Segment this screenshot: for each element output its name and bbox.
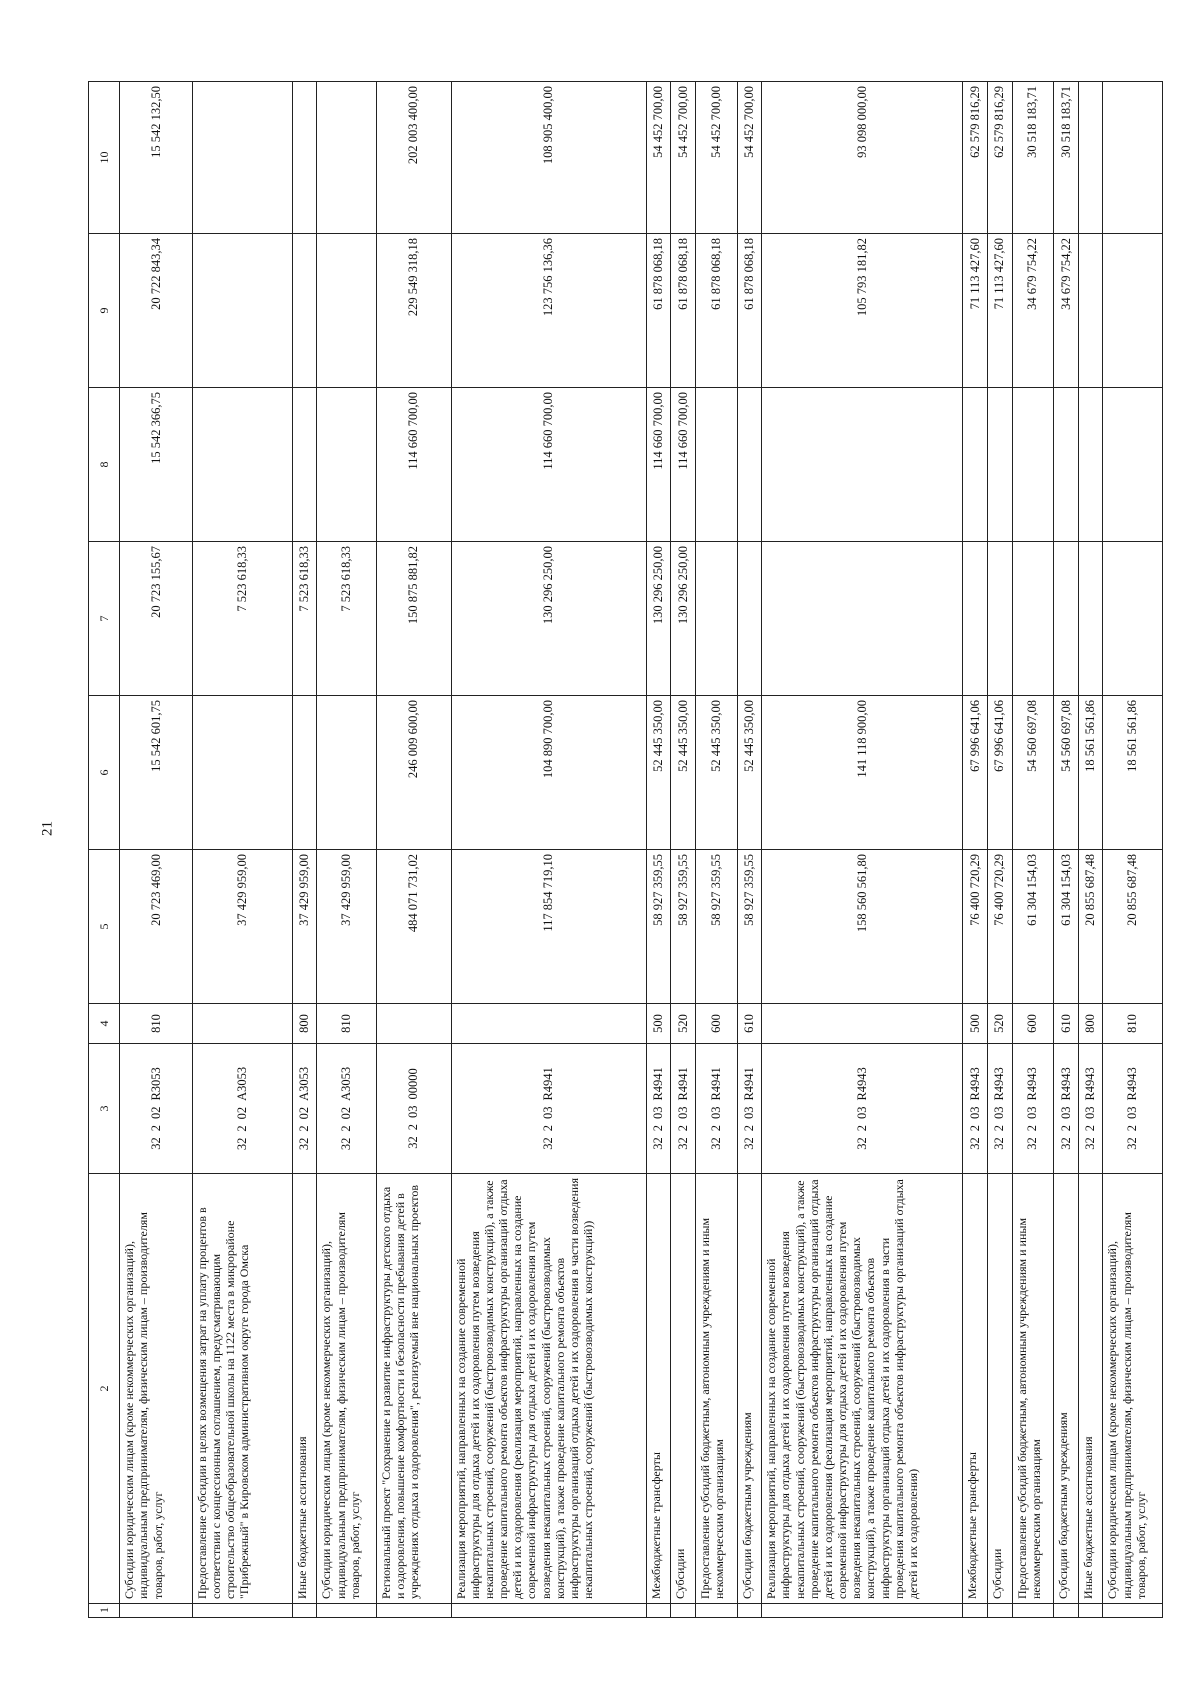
- amount-v7: 7 523 618,33: [192, 542, 292, 696]
- header-cell: 8: [89, 388, 120, 542]
- budget-code: [646, 1044, 671, 1174]
- amount-v5: 117 854 719,10: [451, 850, 646, 1004]
- amount-v10: 202 003 400,00: [376, 82, 451, 234]
- budget-code-part: R4943: [1058, 1067, 1073, 1101]
- table-row: [963, 82, 988, 1618]
- amount-v10: 54 452 700,00: [671, 82, 696, 234]
- budget-code-part: R4943: [1125, 1067, 1140, 1101]
- budget-code: [1078, 1044, 1103, 1174]
- expense-type-code: 610: [737, 1004, 762, 1044]
- budget-code-part: 32: [406, 1136, 421, 1149]
- expense-type-code: 800: [1078, 1004, 1103, 1044]
- amount-v9: [1078, 234, 1103, 388]
- expense-type-code: 600: [1012, 1004, 1054, 1044]
- amount-v8: [317, 388, 376, 542]
- table-row: [1103, 82, 1163, 1618]
- table-row: [646, 82, 671, 1618]
- amount-v8: [762, 388, 963, 542]
- amount-v6: 54 560 697,08: [1012, 696, 1054, 850]
- amount-v7: [1012, 542, 1054, 696]
- budget-code-part: 03: [651, 1106, 666, 1120]
- amount-v10: 93 098 000,00: [762, 82, 963, 234]
- amount-v9: 61 878 068,18: [646, 234, 671, 388]
- amount-v5: 20 855 687,48: [1103, 850, 1163, 1004]
- table-row: [192, 82, 292, 1618]
- amount-v10: 54 452 700,00: [646, 82, 671, 234]
- header-cell: 7: [89, 542, 120, 696]
- amount-v6: 104 890 700,00: [451, 696, 646, 850]
- table-row: [1078, 82, 1103, 1618]
- amount-v6: 54 560 697,08: [1054, 696, 1079, 850]
- budget-code-part: 2: [541, 1125, 556, 1132]
- row-marker-cell: [292, 1604, 317, 1618]
- budget-code-part: R4941: [541, 1067, 556, 1101]
- budget-code-part: А3053: [234, 1066, 249, 1101]
- budget-code-part: 32: [992, 1137, 1007, 1150]
- header-cell: 5: [89, 850, 120, 1004]
- header-row: [89, 82, 120, 1618]
- budget-code-part: 32: [651, 1137, 666, 1150]
- amount-v10: 54 452 700,00: [737, 82, 762, 234]
- budget-code: [671, 1044, 696, 1174]
- amount-v9: 34 679 754,22: [1054, 234, 1079, 388]
- amount-v6: 52 445 350,00: [737, 696, 762, 850]
- budget-code-part: 2: [148, 1125, 163, 1132]
- amount-v6: 52 445 350,00: [646, 696, 671, 850]
- row-marker-cell: [120, 1604, 192, 1618]
- row-description: Реализация мероприятий, направленных на создание современной инфраструктуры для отдыха детей и их оздоровления путем возведения некапитальных строений, сооружений (быстровозводимых конструкций), а также проведение капитального ремонта объектов инфраструктуры организаций отдыха детей и их оздоровления (реализация мероприятий, направленных на создание современной инфраструктуры для отдыха детей и их оздоровления путем возведения некапитальных строений, сооружений (быстровозводимых конструкций), а также проведение капитального ремонта объектов инфраструктуры организаций отдыха детей и их оздоровления в части проведения капитального ремонта объектов инфраструктуры организаций отдыха детей и их оздоровления): [762, 1174, 963, 1604]
- amount-v6: 52 445 350,00: [671, 696, 696, 850]
- budget-code: [120, 1044, 192, 1174]
- budget-code-part: 2: [1025, 1125, 1040, 1132]
- budget-code-part: 2: [234, 1125, 249, 1132]
- table-row: [987, 82, 1012, 1618]
- row-description: Субсидии бюджетным учреждениям: [737, 1174, 762, 1604]
- table-row: [376, 82, 451, 1618]
- amount-v7: 130 296 250,00: [671, 542, 696, 696]
- amount-v7: [696, 542, 738, 696]
- amount-v5: 37 429 959,00: [192, 850, 292, 1004]
- budget-code-part: R4943: [992, 1067, 1007, 1101]
- amount-v6: 67 996 641,06: [987, 696, 1012, 850]
- budget-code-part: 32: [854, 1137, 869, 1150]
- amount-v5: 76 400 720,29: [963, 850, 988, 1004]
- header-cell: 4: [89, 1004, 120, 1044]
- budget-code-part: 03: [675, 1106, 690, 1120]
- amount-v7: 7 523 618,33: [317, 542, 376, 696]
- expense-type-code: [762, 1004, 963, 1044]
- budget-code-part: 32: [1125, 1137, 1140, 1150]
- amount-v6: 18 561 561,86: [1078, 696, 1103, 850]
- budget-code-part: 32: [541, 1137, 556, 1150]
- amount-v6: 15 542 601,75: [120, 696, 192, 850]
- amount-v6: 246 009 600,00: [376, 696, 451, 850]
- table-row: [737, 82, 762, 1618]
- amount-v10: [1078, 82, 1103, 234]
- budget-code-part: 03: [992, 1106, 1007, 1120]
- expense-type-code: 810: [1103, 1004, 1163, 1044]
- budget-code-part: R4943: [967, 1067, 982, 1101]
- budget-code-part: 2: [708, 1125, 723, 1132]
- amount-v8: [292, 388, 317, 542]
- row-description: Реализация мероприятий, направленных на создание современной инфраструктуры для отдыха детей и их оздоровления путем возведения некапитальных строений, сооружений (быстровозводимых конструкций), а также проведение капитального ремонта объектов инфраструктуры организаций отдыха детей и их оздоровления (реализация мероприятий, направленных на создание современной инфраструктуры для отдыха детей и их оздоровления путем возведения некапитальных строений, сооружений (быстровозводимых конструкций), а также проведение капитального ремонта объектов инфраструктуры организаций отдыха детей и их оздоровления в части возведения некапитальных строений, сооружений (быстровозводимых конструкций)): [451, 1174, 646, 1604]
- amount-v9: [1103, 234, 1163, 388]
- budget-code-part: 2: [742, 1125, 757, 1132]
- expense-type-code: 520: [987, 1004, 1012, 1044]
- row-marker-cell: [987, 1604, 1012, 1618]
- amount-v9: [317, 234, 376, 388]
- budget-code-part: 03: [541, 1106, 556, 1120]
- table-body: [89, 82, 1163, 1618]
- budget-code: [696, 1044, 738, 1174]
- amount-v8: [987, 388, 1012, 542]
- budget-code-part: 03: [1125, 1106, 1140, 1120]
- amount-v6: [192, 696, 292, 850]
- amount-v6: 141 118 900,00: [762, 696, 963, 850]
- amount-v8: 114 660 700,00: [376, 388, 451, 542]
- amount-v9: 71 113 427,60: [987, 234, 1012, 388]
- amount-v9: 71 113 427,60: [963, 234, 988, 388]
- table-row: [1012, 82, 1054, 1618]
- budget-code: [1054, 1044, 1079, 1174]
- row-description: Межбюджетные трансферты: [646, 1174, 671, 1604]
- budget-code: [376, 1044, 451, 1174]
- amount-v8: [1054, 388, 1079, 542]
- budget-code-part: 32: [1058, 1137, 1073, 1150]
- table-row: [762, 82, 963, 1618]
- amount-v10: [292, 82, 317, 234]
- budget-code-part: 32: [708, 1137, 723, 1150]
- amount-v8: [1103, 388, 1163, 542]
- amount-v5: 76 400 720,29: [987, 850, 1012, 1004]
- amount-v8: [696, 388, 738, 542]
- budget-code-part: 00000: [406, 1068, 421, 1100]
- amount-v9: 105 793 181,82: [762, 234, 963, 388]
- budget-code: [762, 1044, 963, 1174]
- expense-type-code: [451, 1004, 646, 1044]
- row-description: Предоставление субсидий бюджетным, автономным учреждениям и иным некоммерческим организациям: [1012, 1174, 1054, 1604]
- header-cell: 1: [89, 1604, 120, 1618]
- budget-code: [987, 1044, 1012, 1174]
- budget-code: [1012, 1044, 1054, 1174]
- table-row: [120, 82, 192, 1618]
- budget-code-part: 03: [1025, 1106, 1040, 1120]
- amount-v10: [317, 82, 376, 234]
- header-cell: 10: [89, 82, 120, 234]
- budget-code-part: R4941: [742, 1067, 757, 1101]
- row-description: Предоставление субсидии в целях возмещения затрат на уплату процентов в соответствии с концессионным соглашением, предусматривающим строительство общеобразовательной школы на 1122 места в микрорайоне "Прибрежный" в Кировском административном округе города Омска: [192, 1174, 292, 1604]
- amount-v10: 15 542 132,50: [120, 82, 192, 234]
- row-marker-cell: [1103, 1604, 1163, 1618]
- amount-v5: 484 071 731,02: [376, 850, 451, 1004]
- amount-v5: 58 927 359,55: [737, 850, 762, 1004]
- amount-v9: [192, 234, 292, 388]
- amount-v9: 123 756 136,36: [451, 234, 646, 388]
- amount-v10: 108 905 400,00: [451, 82, 646, 234]
- budget-code-part: 03: [1058, 1106, 1073, 1120]
- expense-type-code: 500: [646, 1004, 671, 1044]
- budget-code-part: R4943: [1083, 1067, 1098, 1101]
- expense-type-code: 520: [671, 1004, 696, 1044]
- budget-code-part: R4941: [651, 1067, 666, 1101]
- row-description: Субсидии бюджетным учреждениям: [1054, 1174, 1079, 1604]
- header-cell: 2: [89, 1174, 120, 1604]
- row-marker-cell: [737, 1604, 762, 1618]
- row-marker-cell: [646, 1604, 671, 1618]
- table-row: [696, 82, 738, 1618]
- budget-code-part: 2: [1058, 1125, 1073, 1132]
- budget-code-part: 02: [148, 1106, 163, 1120]
- amount-v10: 30 518 183,71: [1054, 82, 1079, 234]
- budget-code: [963, 1044, 988, 1174]
- row-marker-cell: [1012, 1604, 1054, 1618]
- row-description: Субсидии юридическим лицам (кроме некоммерческих организаций), индивидуальным предпринимателям, физическим лицам – производителям товаров, работ, услуг: [120, 1174, 192, 1604]
- amount-v6: 67 996 641,06: [963, 696, 988, 850]
- amount-v5: 158 560 561,80: [762, 850, 963, 1004]
- budget-code: [292, 1044, 317, 1174]
- amount-v9: 229 549 318,18: [376, 234, 451, 388]
- budget-code-part: R4941: [708, 1067, 723, 1101]
- amount-v10: 54 452 700,00: [696, 82, 738, 234]
- budget-code-part: R3053: [148, 1067, 163, 1101]
- amount-v9: 34 679 754,22: [1012, 234, 1054, 388]
- expense-type-code: 810: [120, 1004, 192, 1044]
- budget-code-part: R4943: [854, 1067, 869, 1101]
- amount-v10: 62 579 816,29: [963, 82, 988, 234]
- amount-v9: 61 878 068,18: [737, 234, 762, 388]
- budget-code: [317, 1044, 376, 1174]
- budget-code-part: 32: [1025, 1137, 1040, 1150]
- amount-v5: 37 429 959,00: [292, 850, 317, 1004]
- table-row: [292, 82, 317, 1618]
- budget-code-part: 32: [675, 1137, 690, 1150]
- row-marker-cell: [762, 1604, 963, 1618]
- amount-v8: 114 660 700,00: [451, 388, 646, 542]
- budget-code-part: 32: [1083, 1137, 1098, 1150]
- budget-code-part: 03: [406, 1105, 421, 1118]
- amount-v7: 150 875 881,82: [376, 542, 451, 696]
- row-description: Региональный проект "Сохранение и развитие инфраструктуры детского отдыха и оздоровления, повышение комфортности и безопасности пребывания детей в учреждениях отдыха и оздоровления", реализуемый вне национальных проектов: [376, 1174, 451, 1604]
- row-marker-cell: [317, 1604, 376, 1618]
- header-cell: 6: [89, 696, 120, 850]
- budget-code-part: 2: [992, 1125, 1007, 1132]
- amount-v7: [1078, 542, 1103, 696]
- budget-code-part: 03: [1083, 1106, 1098, 1120]
- amount-v9: 61 878 068,18: [671, 234, 696, 388]
- amount-v6: 18 561 561,86: [1103, 696, 1163, 850]
- row-marker-cell: [671, 1604, 696, 1618]
- expense-type-code: 800: [292, 1004, 317, 1044]
- row-description: Субсидии: [987, 1174, 1012, 1604]
- table-row: [451, 82, 646, 1618]
- amount-v5: 61 304 154,03: [1054, 850, 1079, 1004]
- rotated-budget-table-wrapper: [88, 82, 1163, 1618]
- row-marker-cell: [376, 1604, 451, 1618]
- row-description: Субсидии: [671, 1174, 696, 1604]
- row-description: Субсидии юридическим лицам (кроме некоммерческих организаций), индивидуальным предпринимателям, физическим лицам – производителям товаров, работ, услуг: [317, 1174, 376, 1604]
- budget-code-part: А3053: [339, 1066, 354, 1101]
- table-row: [671, 82, 696, 1618]
- amount-v7: [1054, 542, 1079, 696]
- row-marker-cell: [963, 1604, 988, 1618]
- header-cell: 9: [89, 234, 120, 388]
- amount-v5: 58 927 359,55: [646, 850, 671, 1004]
- budget-code: [1103, 1044, 1163, 1174]
- amount-v5: 58 927 359,55: [671, 850, 696, 1004]
- amount-v7: [963, 542, 988, 696]
- row-marker-cell: [451, 1604, 646, 1618]
- budget-code-part: 32: [234, 1137, 249, 1151]
- amount-v7: 20 723 155,67: [120, 542, 192, 696]
- budget-code-part: 32: [339, 1137, 354, 1151]
- row-marker-cell: [1054, 1604, 1079, 1618]
- budget-code-part: 02: [297, 1106, 312, 1120]
- row-description: Иные бюджетные ассигнования: [292, 1174, 317, 1604]
- amount-v8: [1012, 388, 1054, 542]
- amount-v8: [192, 388, 292, 542]
- amount-v5: 37 429 959,00: [317, 850, 376, 1004]
- expense-type-code: 500: [963, 1004, 988, 1044]
- budget-code-part: 32: [967, 1137, 982, 1150]
- budget-code: [451, 1044, 646, 1174]
- budget-code-part: 2: [854, 1125, 869, 1132]
- page-number: 21: [39, 821, 56, 836]
- expense-type-code: 610: [1054, 1004, 1079, 1044]
- amount-v7: 7 523 618,33: [292, 542, 317, 696]
- budget-code-part: 32: [742, 1137, 757, 1150]
- budget-code-part: 2: [1125, 1125, 1140, 1132]
- budget-code-part: 32: [297, 1137, 312, 1151]
- budget-code-part: 03: [742, 1106, 757, 1120]
- table-row: [1054, 82, 1079, 1618]
- amount-v6: 52 445 350,00: [696, 696, 738, 850]
- row-description: Иные бюджетные ассигнования: [1078, 1174, 1103, 1604]
- budget-code-part: 2: [339, 1125, 354, 1132]
- amount-v8: [963, 388, 988, 542]
- amount-v7: 130 296 250,00: [646, 542, 671, 696]
- amount-v10: 62 579 816,29: [987, 82, 1012, 234]
- amount-v7: [737, 542, 762, 696]
- amount-v6: [317, 696, 376, 850]
- budget-code-part: R4941: [675, 1067, 690, 1101]
- budget-code-part: 03: [967, 1106, 982, 1120]
- budget-code-part: 02: [234, 1106, 249, 1120]
- amount-v5: 61 304 154,03: [1012, 850, 1054, 1004]
- row-description: Предоставление субсидий бюджетным, автономным учреждениям и иным некоммерческим организациям: [696, 1174, 738, 1604]
- budget-code-part: А3053: [297, 1066, 312, 1101]
- amount-v7: [762, 542, 963, 696]
- amount-v7: [987, 542, 1012, 696]
- budget-code-part: 2: [675, 1125, 690, 1132]
- budget-code: [737, 1044, 762, 1174]
- expense-type-code: [376, 1004, 451, 1044]
- expense-type-code: 600: [696, 1004, 738, 1044]
- amount-v8: [737, 388, 762, 542]
- budget-table: [88, 81, 1163, 1618]
- amount-v9: 20 722 843,34: [120, 234, 192, 388]
- amount-v5: 58 927 359,55: [696, 850, 738, 1004]
- expense-type-code: 810: [317, 1004, 376, 1044]
- row-description: Межбюджетные трансферты: [963, 1174, 988, 1604]
- amount-v8: 114 660 700,00: [671, 388, 696, 542]
- budget-code-part: 2: [1083, 1125, 1098, 1132]
- header-cell: 3: [89, 1044, 120, 1174]
- budget-code-part: 03: [708, 1106, 723, 1120]
- amount-v10: [192, 82, 292, 234]
- budget-code-part: 02: [339, 1106, 354, 1120]
- budget-code-part: 2: [967, 1125, 982, 1132]
- amount-v8: 114 660 700,00: [646, 388, 671, 542]
- row-marker-cell: [1078, 1604, 1103, 1618]
- budget-code: [192, 1044, 292, 1174]
- amount-v9: 61 878 068,18: [696, 234, 738, 388]
- amount-v8: [1078, 388, 1103, 542]
- amount-v9: [292, 234, 317, 388]
- table-row: [317, 82, 376, 1618]
- amount-v10: 30 518 183,71: [1012, 82, 1054, 234]
- budget-code-part: R4943: [1025, 1067, 1040, 1101]
- budget-code-part: 2: [406, 1124, 421, 1131]
- expense-type-code: [192, 1004, 292, 1044]
- amount-v5: 20 855 687,48: [1078, 850, 1103, 1004]
- amount-v10: [1103, 82, 1163, 234]
- row-marker-cell: [192, 1604, 292, 1618]
- amount-v6: [292, 696, 317, 850]
- amount-v7: 130 296 250,00: [451, 542, 646, 696]
- budget-code-part: 2: [297, 1125, 312, 1132]
- budget-code-part: 32: [148, 1137, 163, 1150]
- budget-code-part: 03: [854, 1106, 869, 1120]
- amount-v5: 20 723 469,00: [120, 850, 192, 1004]
- budget-code-part: 2: [651, 1125, 666, 1132]
- amount-v8: 15 542 366,75: [120, 388, 192, 542]
- row-description: Субсидии юридическим лицам (кроме некоммерческих организаций), индивидуальным предпринимателям, физическим лицам – производителям товаров, работ, услуг: [1103, 1174, 1163, 1604]
- amount-v7: [1103, 542, 1163, 696]
- row-marker-cell: [696, 1604, 738, 1618]
